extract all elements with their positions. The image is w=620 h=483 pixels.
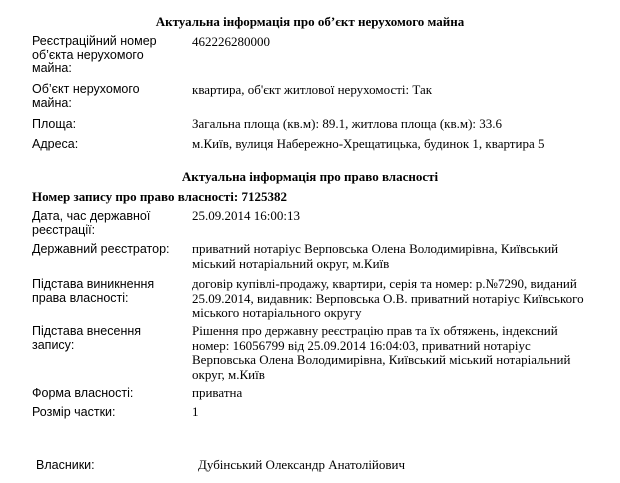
owners-value: Дубінський Олександр Анатолійович [198,457,406,472]
share-size-label: Розмір частки: [32,405,116,419]
registration-number-value: 462226280000 [192,34,270,49]
ownership-form-label: Форма власності: [32,386,134,400]
registrar-value: приватний нотаріус Верповська Олена Володимирівна, Київський міський нотаріальний округ, м.Київ [192,241,559,271]
ownership-basis-value: договір купівлі-продажу, квартири, серія та номер: р.№7290, виданий 25.09.2014, видавник: Верповська О.В. приватний нотаріус Київського міського нотаріального округу [192,276,584,320]
property-section-title: Актуальна інформація про об’єкт нерухомого майна [155,14,465,29]
share-size-value: 1 [192,404,199,419]
entry-basis-label: Підстава внесення запису: [32,324,142,352]
owners-label: Власники: [36,458,95,472]
registrar-label: Державний реєстратор: [32,242,170,256]
property-object-label: Об’єкт нерухомого майна: [32,82,140,110]
ownership-record-number: Номер запису про право власності: 7125382 [32,189,287,204]
registration-datetime-label: Дата, час державної реєстрації: [32,209,151,237]
ownership-basis-label: Підстава виникнення права власності: [32,277,155,305]
address-label: Адреса: [32,137,79,151]
area-value: Загальна площа (кв.м): 89.1, житлова площа (кв.м): 33.6 [192,116,503,131]
ownership-form-value: приватна [192,385,243,400]
registration-datetime-value: 25.09.2014 16:00:13 [192,208,300,223]
entry-basis-value: Рішення про державну реєстрацію прав та їх обтяжень, індексний номер: 16056799 від 25.09.2014 16:04:03, приватний нотаріус Верповська Олена Володимирівна, Київський міський нотаріальний округ, м.Київ [192,323,571,382]
address-value: м.Київ, вулиця Набережно-Хрещатицька, будинок 1, квартира 5 [192,136,545,151]
area-label: Площа: [32,117,77,131]
registration-number-label: Реєстраційний номер об’єкта нерухомого майна: [32,34,157,75]
ownership-section-title: Актуальна інформація про право власності [181,169,439,184]
property-object-value: квартира, об'єкт житлової нерухомості: Так [192,82,433,97]
